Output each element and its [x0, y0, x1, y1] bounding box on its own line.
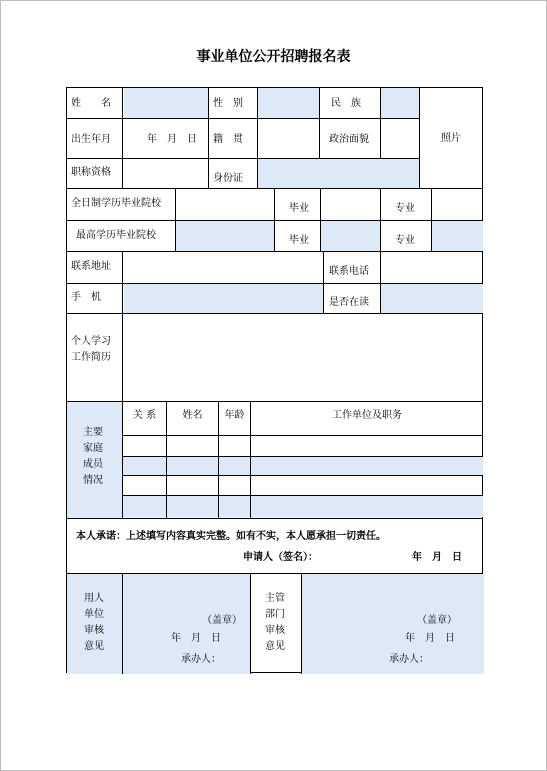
supervisor-date: 年 月 日 [405, 633, 455, 644]
label-studying: 是否在读 [329, 297, 369, 308]
fill-highest-school[interactable] [176, 220, 274, 251]
label-ethnicity: 民 族 [331, 98, 361, 109]
employer-seal: （盖章） [202, 615, 242, 626]
label-employer-opinion: 用人单位审核意见 [84, 593, 104, 652]
label-photo: 照片 [441, 133, 461, 144]
label-name: 姓 名 [71, 98, 111, 109]
supervisor-handler: 承办人： [389, 654, 429, 665]
label-fulltime-school: 全日制学历毕业院校 [71, 198, 161, 209]
pledge-signature[interactable]: 申请人（签名）： [243, 552, 318, 563]
fill-name[interactable] [124, 88, 209, 118]
label-address: 联系地址 [71, 261, 111, 272]
label-highest-graduate: 毕业 [289, 235, 309, 246]
fill-studying[interactable] [381, 283, 483, 313]
fill-ethnicity[interactable] [381, 88, 419, 118]
label-family-members: 主要家庭成员情况 [83, 427, 103, 486]
family-header-workplace: 工作单位及职务 [332, 410, 402, 421]
fill-gender[interactable] [258, 88, 319, 118]
fill-id-card[interactable] [258, 158, 419, 188]
fill-family-row-4[interactable] [123, 495, 483, 517]
pledge-text: 本人承诺：上述填写内容真实完整。如有不实，本人愿承担一切责任。 [76, 531, 386, 542]
label-political-status: 政治面貌 [329, 134, 369, 145]
pledge-date: 年 月 日 [412, 552, 462, 563]
label-highest-school: 最高学历毕业院校 [76, 230, 156, 241]
label-highest-major: 专业 [395, 235, 415, 246]
form-title: 事业单位公开招聘报名表 [196, 49, 351, 65]
label-resume-line-2: 工作简历 [71, 352, 111, 363]
fill-family-row-2[interactable] [123, 456, 483, 475]
family-header-relation: 关 系 [132, 410, 157, 421]
label-mobile: 手 机 [71, 292, 101, 303]
fill-highest-major[interactable] [432, 220, 483, 251]
fill-highest-graduate[interactable] [321, 220, 380, 251]
family-header-name: 姓名 [182, 410, 203, 421]
employer-date: 年 月 日 [171, 633, 221, 644]
label-supervisor-opinion: 主管部门审核意见 [265, 593, 285, 652]
employer-handler: 承办人： [181, 654, 221, 665]
label-phone: 联系电话 [329, 266, 369, 277]
registration-form [66, 87, 483, 673]
label-fulltime-major: 专业 [395, 203, 415, 214]
label-native-place: 籍 贯 [213, 134, 243, 145]
supervisor-seal: （盖章） [417, 615, 457, 626]
label-fulltime-graduate: 毕业 [289, 203, 309, 214]
family-header-age: 年龄 [224, 410, 245, 421]
label-professional-title: 职称资格 [71, 167, 111, 178]
label-id-card: 身份证 [213, 173, 243, 184]
label-birth: 出生年月 [71, 134, 111, 145]
label-gender: 性 别 [213, 98, 243, 109]
fill-mobile[interactable] [124, 283, 323, 313]
label-resume-line-1: 个人学习 [71, 336, 111, 347]
birth-date-placeholder: 年 月 日 [147, 134, 197, 145]
